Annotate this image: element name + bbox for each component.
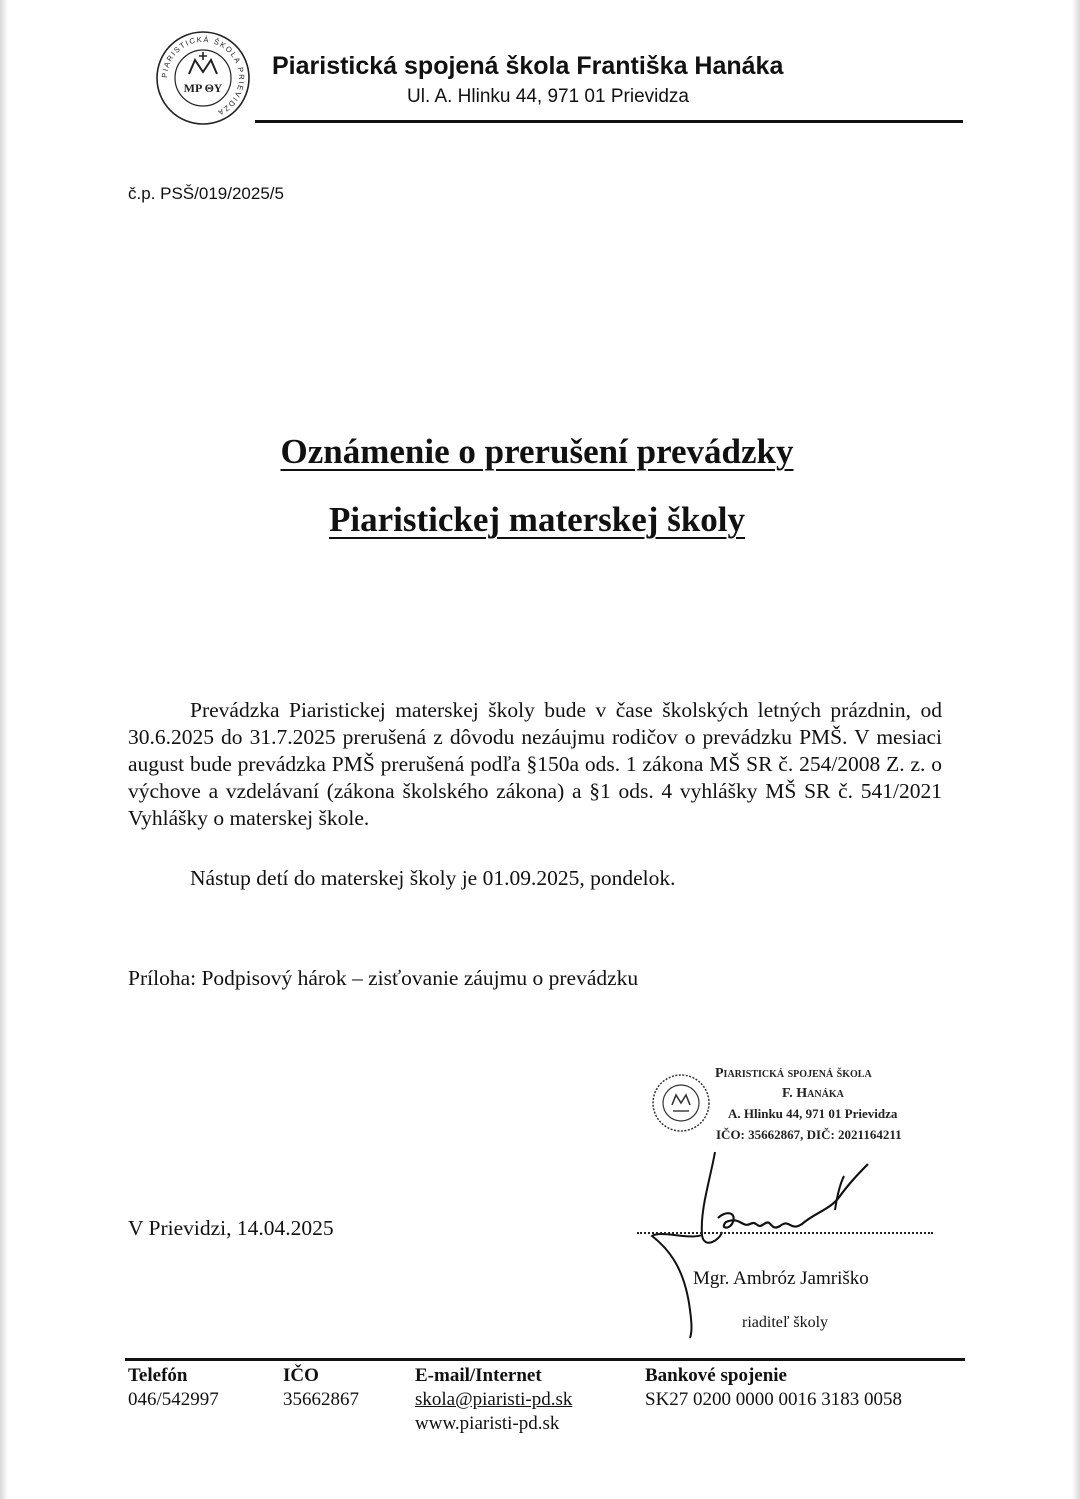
footer-email-label: E-mail/Internet <box>415 1365 542 1386</box>
handwritten-signature <box>630 1140 900 1340</box>
footer-email-link[interactable]: skola@piaristi-pd.sk <box>415 1389 573 1410</box>
signer-role: riaditeľ školy <box>742 1314 829 1331</box>
footer-ico <box>283 1364 359 1412</box>
logo-ring-text: PIARISTICKÁ ŠKOLA PRIEVIDZA <box>159 34 247 118</box>
document-title-line2: Piaristickej materskej školy <box>328 500 746 539</box>
school-address: Ul. A. Hlinku 44, 971 01 Prievidza <box>407 86 689 107</box>
place-and-date: V Prievidzi, 14.04.2025 <box>128 1216 334 1240</box>
page-edge-left <box>0 0 8 1499</box>
school-name: Piaristická spojená škola Františka Hanáka <box>272 52 784 80</box>
logo-monogram: MP ΘΥ <box>183 81 223 95</box>
footer-bank <box>645 1364 902 1412</box>
footer-web-link[interactable]: www.piaristi-pd.sk <box>415 1413 560 1434</box>
footer-bank-label: Bankové spojenie <box>645 1365 787 1386</box>
footer-ico-label: IČO <box>283 1365 319 1386</box>
stamp-line-2: F. Hanáka <box>782 1086 844 1101</box>
stamp-line-1: Piaristická spojená škola <box>715 1066 872 1081</box>
signer-name: Mgr. Ambróz Jamriško <box>693 1268 869 1289</box>
footer-bank-value: SK27 0200 0000 0016 3183 0058 <box>645 1389 903 1410</box>
stamp-line-4: IČO: 35662867, DIČ: 2021164211 <box>716 1127 902 1142</box>
footer-phone-value: 046/542997 <box>128 1389 219 1410</box>
footer-phone-label: Telefón <box>128 1365 188 1386</box>
signature-dotted-line <box>637 1232 933 1234</box>
footer-ico-value: 35662867 <box>283 1389 359 1410</box>
body-paragraph: Prevádzka Piaristickej materskej školy bude v čase školských letných prázdnin, od 30.6.2025 do 31.7.2025 prerušená z dôvodu nezáujmu rodičov o prevádzku PMŠ. V mesiaci august bude prevádzka PMŠ prerušená podľa §150a ods. 1 zákona MŠ SR č. 254/2008 Z. z. o výchove a vzdelávaní (zákona školského zákona) a §1 ods. 4 vyhlášky MŠ SR č. 541/2021 Vyhlášky o materskej škole. <box>128 698 942 830</box>
school-logo <box>155 30 251 126</box>
document-title-line1: Oznámenie o prerušení prevádzky <box>280 432 794 471</box>
stamp-seal-icon <box>651 1073 711 1133</box>
footer-email <box>415 1364 572 1436</box>
stamp-line-3: A. Hlinku 44, 971 01 Prievidza <box>728 1106 898 1121</box>
footer-rule <box>125 1358 965 1361</box>
start-date-sentence: Nástup detí do materskej školy je 01.09.2025, pondelok. <box>190 866 676 890</box>
reference-number: č.p. PSŠ/019/2025/5 <box>128 184 284 203</box>
footer-phone <box>128 1364 219 1412</box>
attachment-note: Príloha: Podpisový hárok – zisťovanie záujmu o prevádzku <box>128 966 639 990</box>
header-rule <box>255 120 963 123</box>
page-edge-right <box>1072 0 1080 1499</box>
